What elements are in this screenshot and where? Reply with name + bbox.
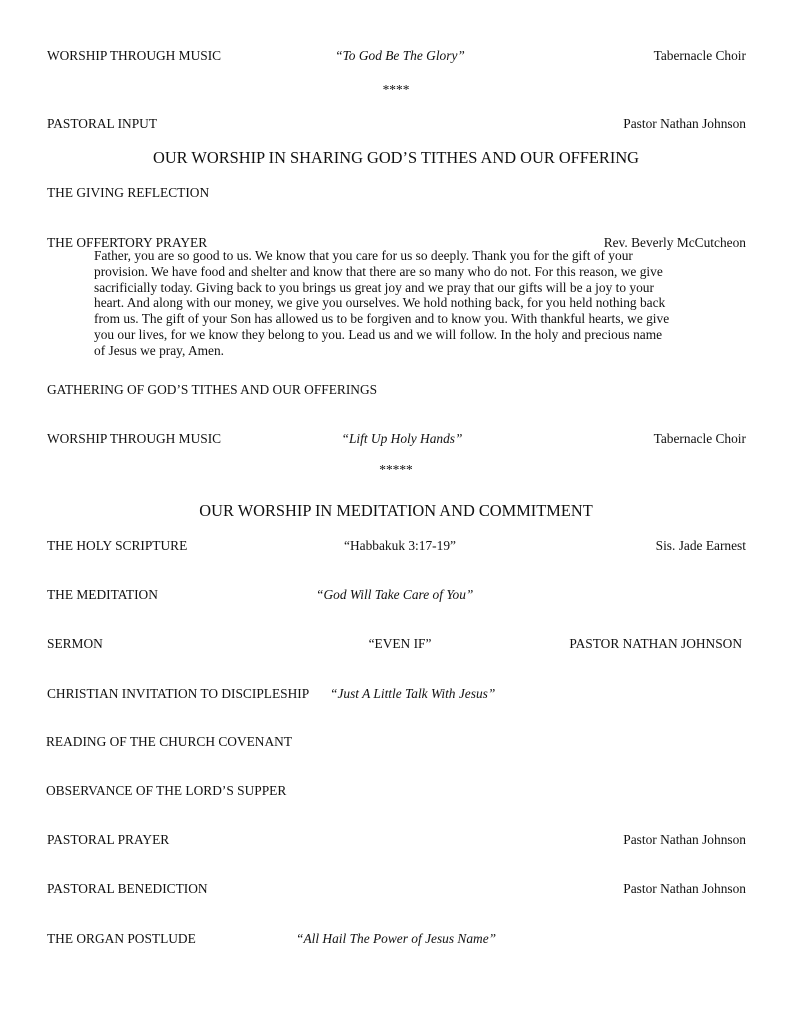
worship-music-song-title: “To God Be The Glory”	[335, 48, 465, 63]
prayer-line: of Jesus we pray, Amen.	[94, 342, 225, 358]
section-separator: ****	[382, 82, 410, 97]
pastoral-input-label: PASTORAL INPUT	[47, 116, 158, 131]
sermon-preacher: PASTOR NATHAN JOHNSON	[569, 636, 742, 651]
gathering-tithes-label: GATHERING OF GOD’S TITHES AND OUR OFFERINGS	[47, 382, 378, 397]
offertory-prayer-text	[94, 248, 699, 359]
pastoral-prayer-label: PASTORAL PRAYER	[47, 832, 170, 847]
invitation-discipleship-label: CHRISTIAN INVITATION TO DISCIPLESHIP	[47, 686, 310, 701]
sermon-label: SERMON	[47, 636, 103, 651]
pastoral-input-person: Pastor Nathan Johnson	[623, 116, 746, 131]
meditation-song-title: “God Will Take Care of You”	[316, 587, 474, 602]
lords-supper-label: OBSERVANCE OF THE LORD’S SUPPER	[46, 783, 287, 798]
sermon-title: “EVEN IF”	[368, 636, 432, 651]
prayer-line: you our lives, for we know they belong to you. Lead us and we will follow. In the holy and precious name	[94, 326, 663, 342]
church-covenant-label: READING OF THE CHURCH COVENANT	[46, 734, 292, 749]
prayer-line: from us. The gift of your Son has allowed us to be forgiven and to know you. With thankful hearts, we give	[94, 311, 670, 327]
worship-music-performer: Tabernacle Choir	[653, 431, 746, 446]
worship-music-performer: Tabernacle Choir	[653, 48, 746, 63]
benediction-label: PASTORAL BENEDICTION	[47, 881, 208, 896]
organ-postlude-label: THE ORGAN POSTLUDE	[47, 931, 196, 946]
benediction-person: Pastor Nathan Johnson	[623, 881, 746, 896]
prayer-line: heart. And along with our money, we give you ourselves. We hold nothing back, for you held nothing back	[94, 295, 666, 311]
holy-scripture-reader: Sis. Jade Earnest	[655, 538, 746, 553]
prayer-line: Father, you are so good to us. We know that you care for us so deeply. Thank you for the gift of your	[94, 248, 633, 263]
section-heading-offering: OUR WORSHIP IN SHARING GOD’S TITHES AND OUR OFFERING	[153, 148, 639, 167]
prayer-line: sacrificially today. Giving back to you brings us great joy and we pray that our gifts will be a joy to your	[94, 279, 654, 295]
offertory-prayer-label: THE OFFERTORY PRAYER	[47, 235, 208, 250]
holy-scripture-reference: “Habbakuk 3:17-19”	[344, 538, 456, 553]
section-heading-meditation: OUR WORSHIP IN MEDITATION AND COMMITMENT	[199, 501, 593, 520]
section-separator: *****	[379, 462, 413, 477]
pastoral-prayer-person: Pastor Nathan Johnson	[623, 832, 746, 847]
offertory-prayer-person: Rev. Beverly McCutcheon	[603, 235, 746, 250]
organ-postlude-title: “All Hail The Power of Jesus Name”	[296, 931, 497, 946]
giving-reflection-label: THE GIVING REFLECTION	[47, 185, 210, 200]
worship-music-label: WORSHIP THROUGH MUSIC	[47, 48, 222, 63]
invitation-song-title: “Just A Little Talk With Jesus”	[330, 686, 496, 701]
worship-music-song-title: “Lift Up Holy Hands”	[341, 431, 463, 446]
worship-music-label: WORSHIP THROUGH MUSIC	[47, 431, 222, 446]
prayer-line: provision. We have food and shelter and know that there are so many who do not. For this reason, we give	[94, 263, 663, 279]
holy-scripture-label: THE HOLY SCRIPTURE	[47, 538, 188, 553]
meditation-label: THE MEDITATION	[47, 587, 158, 602]
